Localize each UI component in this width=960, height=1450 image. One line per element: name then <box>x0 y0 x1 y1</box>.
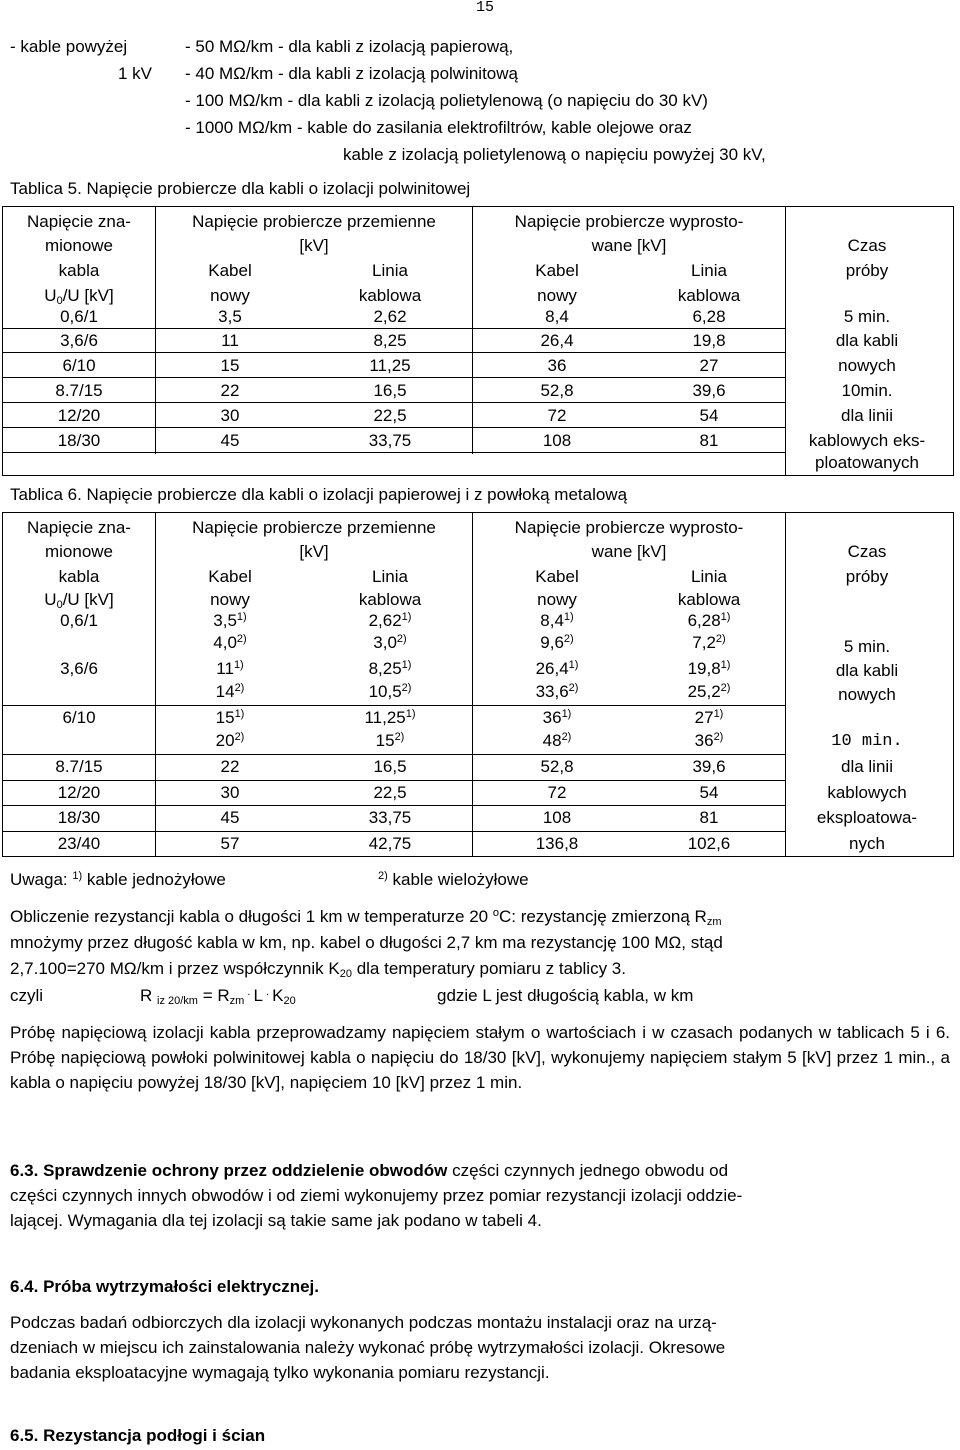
formula-label: czyli <box>10 986 44 1005</box>
footnote-label: Uwaga: <box>10 870 68 889</box>
section-6-3-title: Sprawdzenie ochrony przez oddzielenie obwodów <box>43 1161 448 1180</box>
section-6-4-line: badania eksploatacyjne wymagają tylko wykonania pomiaru rezystancji. <box>10 1363 550 1382</box>
table5-header-time: Czas <box>847 236 887 255</box>
section-6-4-line: Podczas badań odbiorczych dla izolacji wykonanych podczas montażu instalacji oraz na urzą- <box>10 1313 717 1332</box>
footnote-2: $^{2)}$ kable wielożyłowe <box>378 870 529 889</box>
intro-lead-2: 1 kV <box>118 64 153 83</box>
calc-line-2: mnożymy przez długość kabla w km, np. kabel o długości 2,7 km ma rezystancję 100 MΩ, stąd <box>10 933 723 952</box>
section-6-4-line: dzeniach w miejscu ich zainstalowania należy wykonać próbę wytrzymałości izolacji. Okresowe <box>10 1338 726 1357</box>
table5-header-ac: Napięcie probiercze przemienne <box>192 212 436 231</box>
table6-header-dc: Napięcie probiercze wyprosto- <box>514 518 744 537</box>
section-6-4-heading: 6.4. Próba wytrzymałości elektrycznej. <box>10 1277 319 1296</box>
table6-header-voltage: Napięcie zna- <box>27 518 131 537</box>
table6-header-ac: Napięcie probiercze przemienne <box>192 518 436 537</box>
table6-time-note: 5 min. <box>843 637 891 656</box>
table5-caption: Tablica 5. Napięcie probiercze dla kabli o izolacji polwinitowej <box>10 179 471 198</box>
intro-item: - 50 MΩ/km - dla kabli z izolacją papierową, <box>185 37 514 56</box>
section-6-3-number: 6.3. <box>10 1161 39 1180</box>
formula-note: gdzie L jest długością kabla, w km <box>437 986 694 1005</box>
table6-header-time: Czas <box>847 542 887 561</box>
table6-caption: Tablica 6. Napięcie probiercze dla kabli o izolacji papierowej i z powłoką metalową <box>10 485 628 504</box>
calc-line-1: Obliczenie rezystancji kabla o długości 1 km w temperaturze 20 $^o$C: rezystancję zmierzoną $R_{zm}$ <box>10 907 722 928</box>
section-6-3-line-2: części czynnych innych obwodów i od ziemi wykonujemy przez pomiar rezystancji izolacji oddzie- <box>10 1186 743 1205</box>
intro-item: - 1000 MΩ/km - kable do zasilania elektrofiltrów, kable olejowe oraz <box>185 118 692 137</box>
page-number: 15 <box>476 0 495 16</box>
calc-line-3: 2,7.100=270 MΩ/km i przez współczynnik $K_{20}$ dla temperatury pomiaru z tablicy 3. <box>10 959 626 980</box>
intro-item: - 100 MΩ/km - dla kabli z izolacją polietylenową (o napięciu do 30 kV) <box>185 91 708 110</box>
paragraph-voltage-test: Próbę napięciową izolacji kabla przeprowadzamy napięciem stałym o wartościach i w czasach podanych w tablicach 5 i 6. Próbę napięciową powłoki polwinitowej kabla o napięciu do 18/30 [kV], wykonujemy napięciem stałym 5 [kV] przez 1 min., a kabla o napięciu powyżej 18/30 [kV], napięciem 10 [kV] przez 1 min. <box>10 1023 950 1092</box>
footnote: Uwaga: $^{1)}$ kable jednożyłowe <box>10 870 226 889</box>
table5-header-voltage: Napięcie zna- <box>27 212 131 231</box>
intro-item: kable z izolacją polietylenową o napięciu powyżej 30 kV, <box>343 145 766 164</box>
formula: R $_{iz 20/km} = R_{zm}$ . L . $K_{20}$ <box>140 986 296 1007</box>
section-6-3-line-1: 6.3. Sprawdzenie ochrony przez oddzielenie obwodów części czynnych jednego obwodu od <box>10 1161 729 1180</box>
intro-item: - 40 MΩ/km - dla kabli z izolacją polwinitową <box>185 64 518 83</box>
section-6-5-heading: 6.5. Rezystancja podłogi i ścian <box>10 1426 266 1445</box>
section-6-3-line-3: lającej. Wymagania dla tej izolacji są takie same jak podano w tabeli 4. <box>10 1211 542 1230</box>
table5-time-note: 5 min. <box>843 307 891 326</box>
intro-lead-1: - kable powyżej <box>10 37 128 56</box>
table5-header-dc: Napięcie probiercze wyprosto- <box>514 212 744 231</box>
